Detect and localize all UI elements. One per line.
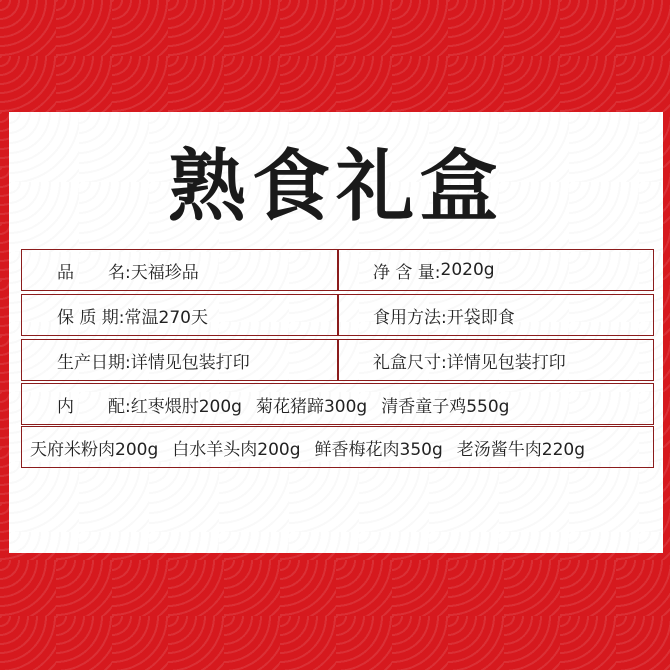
product-name-label: 品 名: [57,262,131,283]
contents-cell [21,383,654,425]
usage-value: 开袋即食 [446,307,515,328]
contents-item: 菊花猪蹄300g [255,396,368,417]
box-size-cell [337,339,654,381]
contents-label: 内 配: [57,396,131,417]
contents-item: 白水羊头肉200g [172,439,301,460]
usage-label: 食用方法: [373,307,447,328]
production-date-label: 生产日期: [57,352,131,373]
usage-cell [337,294,654,336]
net-weight-value: 2020g [440,260,495,280]
contents-item: 清香童子鸡550g [381,396,510,417]
shelf-life-label: 保 质 期: [57,307,125,328]
box-size-value: 详情见包装打印 [446,352,566,373]
shelf-life-value: 常温270天 [124,307,208,328]
production-date-cell [21,339,339,381]
net-weight-cell [337,249,654,291]
contents-cell-2 [21,426,654,468]
contents-item: 天府米粉肉200g [30,439,159,460]
page-title: 熟食礼盒 [167,141,504,232]
contents-item: 红枣煨肘200g [130,396,242,417]
product-name-cell [21,249,339,291]
contents-item: 鲜香梅花肉350g [314,439,443,460]
box-size-label: 礼盒尺寸: [373,352,447,373]
product-name-value: 天福珍品 [130,262,199,283]
contents-item: 老汤酱牛肉220g [456,439,585,460]
shelf-life-cell [21,294,339,336]
info-card [9,112,663,553]
net-weight-label: 净 含 量: [373,262,441,283]
production-date-value: 详情见包装打印 [130,352,250,373]
